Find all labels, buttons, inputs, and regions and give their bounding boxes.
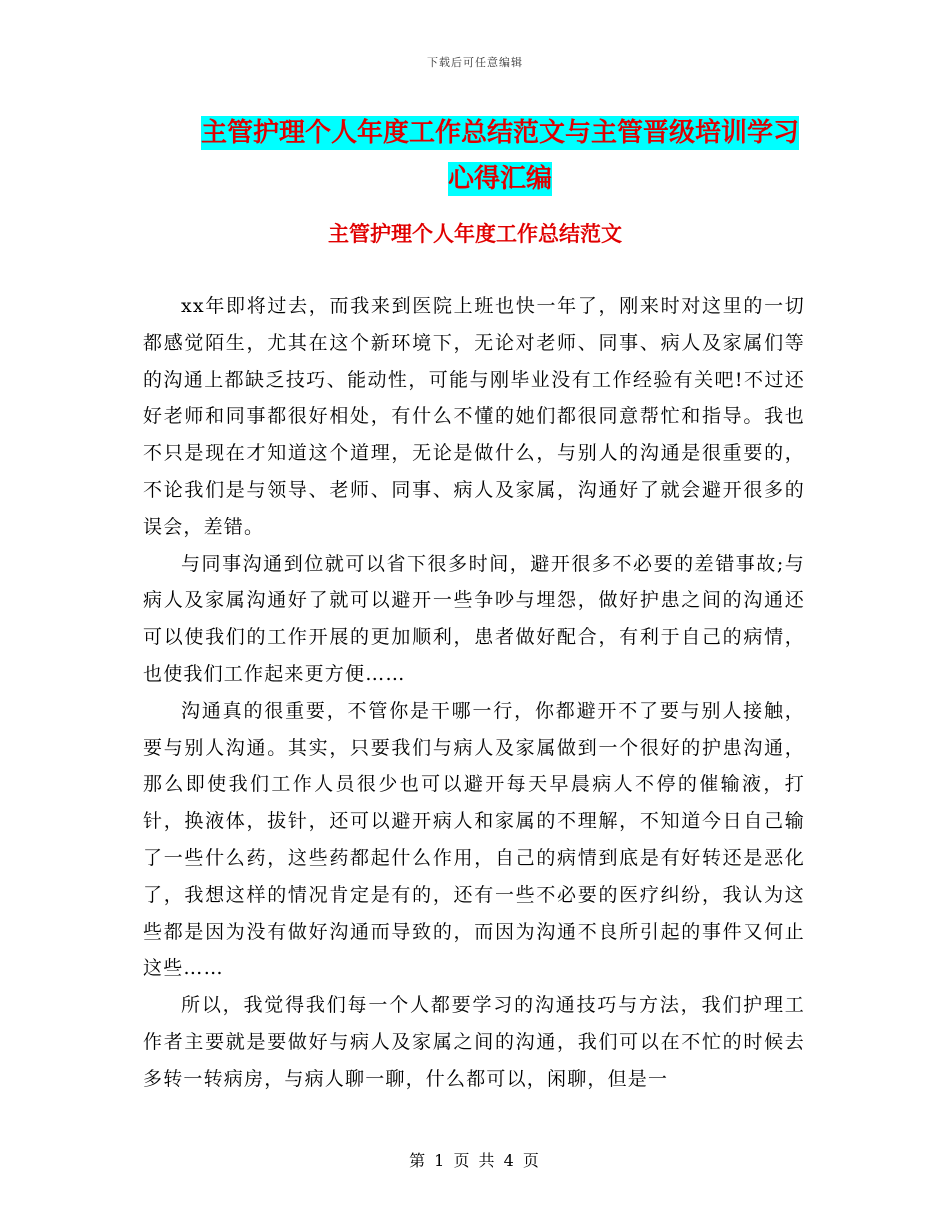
document-title-text: 主管护理个人年度工作总结范文与主管晋级培训学习心得汇编 [200, 118, 799, 194]
page-number: 第 1 页 共 4 页 [409, 1151, 541, 1170]
paragraph: 所以，我觉得我们每一个人都要学习的沟通技巧与方法，我们护理工作者主要就是要做好与病人及家属之间的沟通，我们可以在不忙的时候去多转一转病房，与病人聊一聊，什么都可以，闲聊，但是一 [143, 994, 805, 1090]
document-body [143, 288, 805, 1098]
document-title [190, 110, 810, 202]
section-heading: 主管护理个人年度工作总结范文 [328, 222, 622, 246]
page-header-note: 下载后可任意编辑 [427, 56, 523, 69]
paragraph: xx年即将过去，而我来到医院上班也快一年了，刚来时对这里的一切都感觉陌生，尤其在这个新环境下，无论对老师、同事、病人及家属们等的沟通上都缺乏技巧、能动性，可能与刚毕业没有工作经验有关吧!不过还好老师和同事都很好相处，有什么不懂的她们都很同意帮忙和指导。我也不只是现在才知道这个道理，无论是做什么，与别人的沟通是很重要的，不论我们是与领导、老师、同事、病人及家属，沟通好了就会避开很多的误会，差错。 [143, 295, 805, 538]
paragraph: 沟通真的很重要，不管你是干哪一行，你都避开不了要与别人接触，要与别人沟通。其实，只要我们与病人及家属做到一个很好的护患沟通，那么即使我们工作人员很少也可以避开每天早晨病人不停的催输液，打针，换液体，拔针，还可以避开病人和家属的不理解，不知道今日自己输了一些什么药，这些药都起什么作用，自己的病情到底是有好转还是恶化了，我想这样的情况肯定是有的，还有一些不必要的医疗纠纷，我认为这些都是因为没有做好沟通而导致的，而因为沟通不良所引起的事件又何止这些…… [143, 699, 805, 980]
paragraph: 与同事沟通到位就可以省下很多时间，避开很多不必要的差错事故;与病人及家属沟通好了就可以避开一些争吵与埋怨，做好护患之间的沟通还可以使我们的工作开展的更加顺利，患者做好配合，有利于自己的病情，也使我们工作起来更方便…… [143, 552, 805, 685]
